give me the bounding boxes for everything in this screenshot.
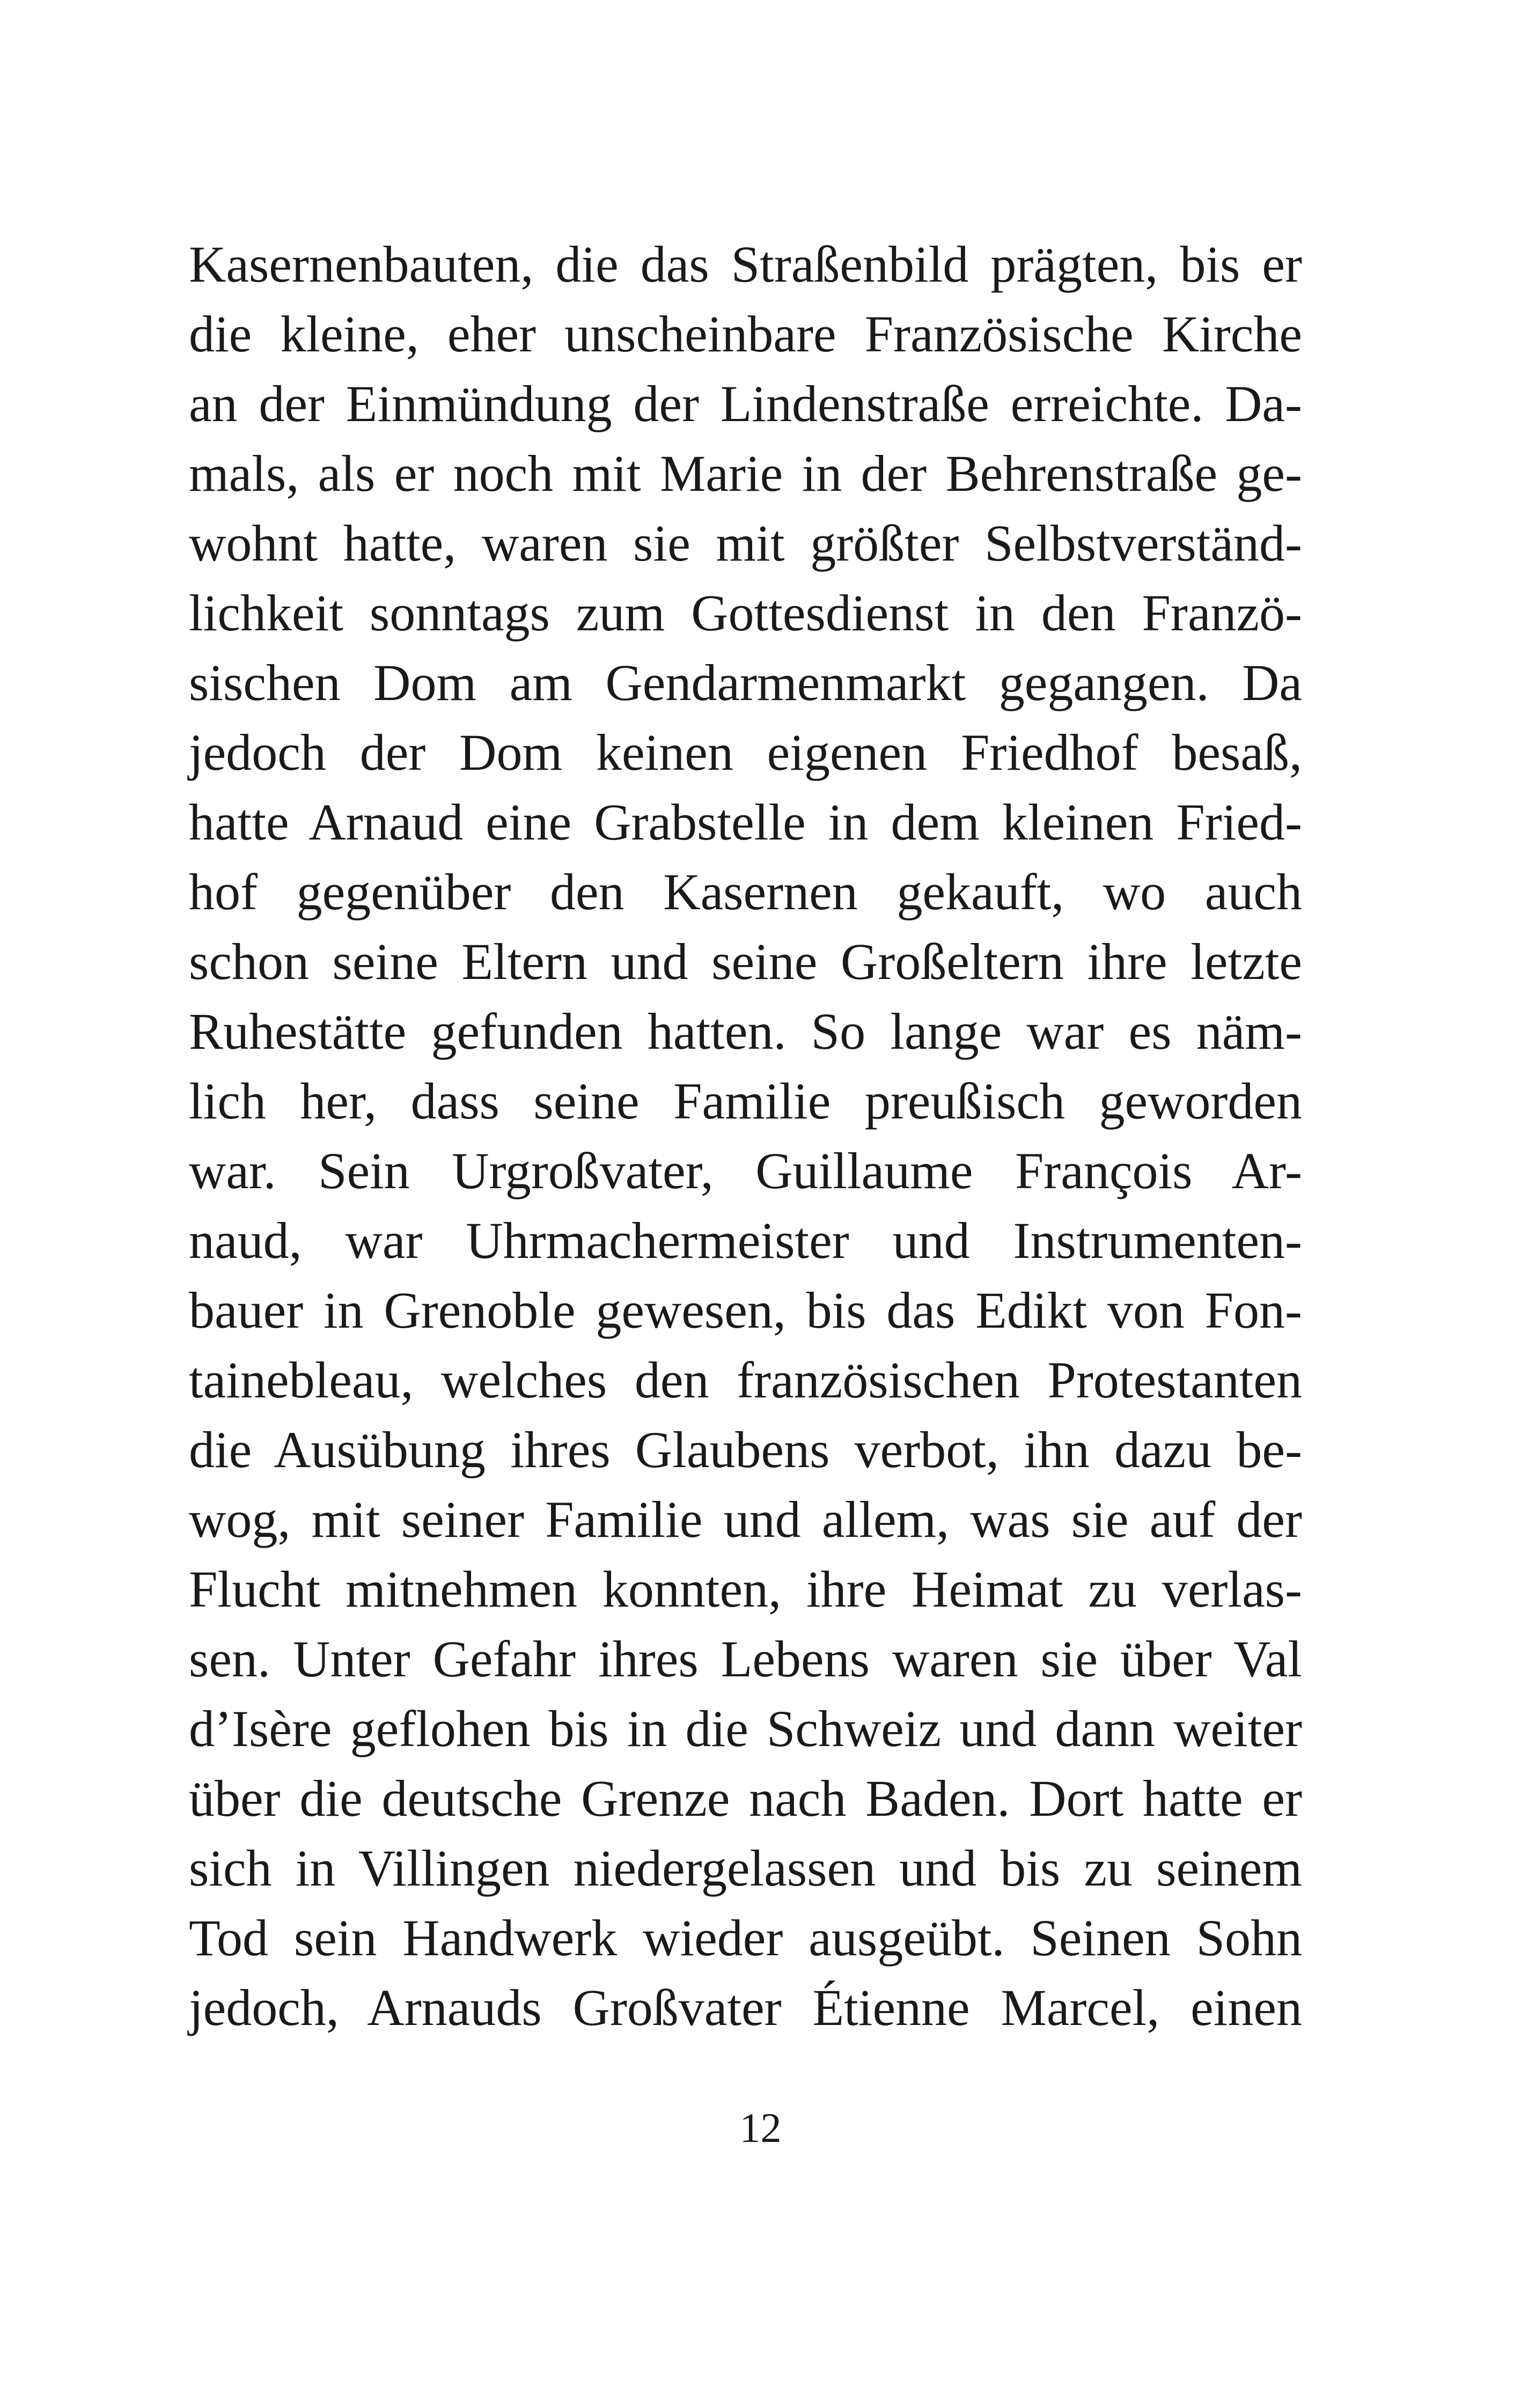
text-line: jedoch, Arnauds Großvater Étienne Marcel, einen <box>189 1979 1302 2036</box>
text-line: Flucht mitnehmen konnten, ihre Heimat zu verlas- <box>189 1560 1302 1618</box>
page-number: 12 <box>739 2104 782 2151</box>
text-line: die kleine, eher unscheinbare Französische Kirche <box>189 305 1302 363</box>
text-line: über die deutsche Grenze nach Baden. Dort hatte er <box>189 1770 1302 1827</box>
text-line: war. Sein Urgroßvater, Guillaume François Ar- <box>189 1142 1302 1199</box>
text-line: die Ausübung ihres Glaubens verbot, ihn dazu be- <box>189 1421 1302 1478</box>
text-line: tainebleau, welches den französischen Protestanten <box>189 1351 1302 1409</box>
text-line: Tod sein Handwerk wieder ausgeübt. Seinen Sohn <box>189 1909 1302 1967</box>
text-line: sischen Dom am Gendarmenmarkt gegangen. Da <box>189 654 1302 711</box>
text-line: jedoch der Dom keinen eigenen Friedhof besaß, <box>189 724 1302 781</box>
text-line: lich her, dass seine Familie preußisch geworden <box>189 1072 1302 1130</box>
text-line: wog, mit seiner Familie und allem, was sie auf der <box>189 1491 1302 1548</box>
text-line: an der Einmündung der Lindenstraße erreichte. Da- <box>189 375 1302 432</box>
text-line: hof gegenüber den Kasernen gekauft, wo auch <box>189 863 1302 921</box>
text-line: Kasernenbauten, die das Straßenbild prägten, bis er <box>189 235 1302 293</box>
text-line: sich in Villingen niedergelassen und bis zu seinem <box>189 1839 1302 1897</box>
text-line: naud, war Uhrmachermeister und Instrumenten- <box>189 1212 1302 1269</box>
text-line: schon seine Eltern und seine Großeltern ihre letzte <box>189 933 1302 990</box>
text-line: wohnt hatte, waren sie mit größter Selbstverständ- <box>189 514 1302 572</box>
body-text <box>189 230 1302 2043</box>
text-line: hatte Arnaud eine Grabstelle in dem kleinen Fried- <box>189 793 1302 851</box>
text-line: mals, als er noch mit Marie in der Behrenstraße ge- <box>189 445 1302 502</box>
text-line: lichkeit sonntags zum Gottesdienst in den Franzö- <box>189 584 1302 642</box>
text-line: sen. Unter Gefahr ihres Lebens waren sie über Val <box>189 1630 1302 1688</box>
text-line: Ruhestätte gefunden hatten. So lange war es näm- <box>189 1003 1302 1060</box>
text-line: d’Isère geflohen bis in die Schweiz und dann weiter <box>189 1700 1302 1757</box>
text-line: bauer in Grenoble gewesen, bis das Edikt von Fon- <box>189 1282 1302 1339</box>
